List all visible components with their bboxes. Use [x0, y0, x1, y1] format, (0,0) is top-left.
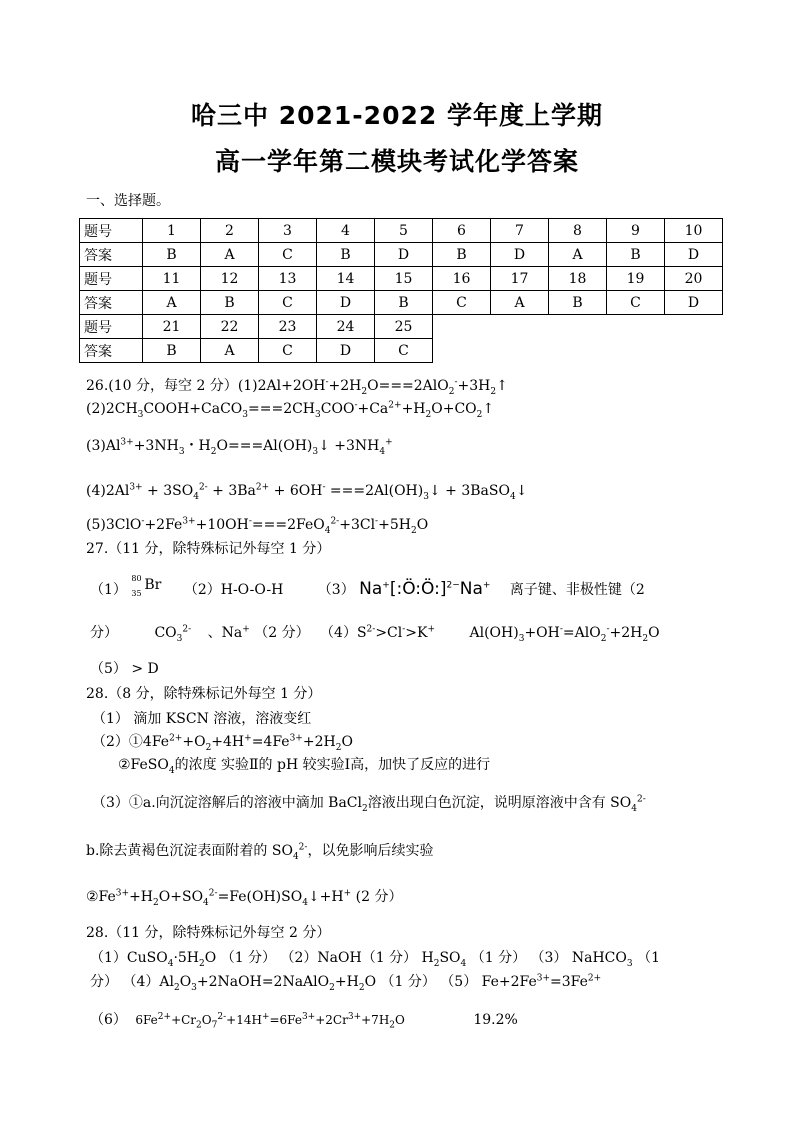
table-cell: B [201, 291, 259, 315]
q26-line3: $(3)Al^{3+}+3NH_3$・$H_2O===Al(OH)_3↓ +3NH_4^+$ [86, 437, 393, 457]
q26-line5: $(5)3ClO^-+2Fe^{3+}+10OH^-===2FeO_4^{2-}+3Cl^-+5H_2O$ [86, 516, 429, 536]
q27-line2: 分） $CO_3^{2-}$ 、Na+ （2 分） $(4)S^{2-}>Cl^->K^+$ $Al(OH)_3+OH^-=AlO_2^-+2H_2O$ [90, 624, 660, 644]
table-cell: 25 [375, 315, 433, 339]
table-cell: A [143, 291, 201, 315]
table-row [80, 243, 723, 267]
q28a-line1: （1） 滴加 KSCN 溶液，溶液变红 [92, 711, 312, 727]
q28b-line2: 分） $(4)Al_2O_3+2NaOH=2NaAlO_2+H_2O$ （1 分） （5） $Fe+2Fe^{3+}=3Fe^{2+}$ [90, 973, 602, 993]
table-cell: B [607, 243, 665, 267]
table-empty-cell [607, 339, 665, 363]
table-cell: 6 [433, 219, 491, 243]
q28b-line3: （6） $6Fe^{2+}+Cr_2O_7^{2-}+14H^+=6Fe^{3+}+2Cr^{3+}+7H_2O$ 19.2% [90, 1012, 518, 1031]
table-cell: B [143, 339, 201, 363]
table-empty-cell [433, 339, 491, 363]
table-cell: C [375, 339, 433, 363]
table-row-header: 答案 [80, 291, 143, 315]
table-cell: D [665, 291, 723, 315]
table-cell: B [317, 243, 375, 267]
table-cell: 21 [143, 315, 201, 339]
table-cell: 7 [491, 219, 549, 243]
table-cell: B [143, 243, 201, 267]
q26-line2: $(2)2CH_3COOH+CaCO_3===2CH_3COO^-+Ca^{2+}+H_2O+CO_2↑$ [86, 400, 495, 420]
table-cell: C [259, 243, 317, 267]
table-cell: 24 [317, 315, 375, 339]
table-cell: D [665, 243, 723, 267]
q28a-line2: $(2)①4Fe^{2+}+O_2+4H^+=4Fe^{3+}+2H_2O$ [92, 733, 353, 753]
table-cell: B [375, 291, 433, 315]
table-cell: 18 [549, 267, 607, 291]
table-row-header: 题号 [80, 315, 143, 339]
q26-line1: 26.(10 分，每空 2 分）$(1)2Al+2OH^-+2H_2O===2AlO_2^-+3H_2↑$ [86, 377, 508, 397]
table-row-header: 答案 [80, 243, 143, 267]
q28a-heading: 28.（8 分，除特殊标记外每空 1 分） [86, 686, 322, 702]
table-cell: 14 [317, 267, 375, 291]
table-cell: A [549, 243, 607, 267]
q28a-line4: （3）①a.向沉淀溶解后的溶液中滴加 BaCl$_2$溶液出现白色沉淀，说明原溶液中含有 $SO_4^{2-}$ [92, 794, 646, 814]
section-heading: 一、选择题。 [86, 193, 170, 209]
table-cell: C [259, 291, 317, 315]
dichromate-equation: $6Fe^{2+}+Cr_2O_7^{2-}+14H^+=6Fe^{3+}+2Cr^{3+}+7H_2O$ [135, 1012, 405, 1031]
table-row [80, 339, 723, 363]
table-row [80, 315, 723, 339]
table-cell: D [317, 339, 375, 363]
table-cell: A [201, 243, 259, 267]
table-cell: 13 [259, 267, 317, 291]
table-row [80, 219, 723, 243]
table-cell: D [375, 243, 433, 267]
q28b-heading: 28.（11 分，除特殊标记外每空 2 分） [86, 925, 331, 941]
table-cell: A [201, 339, 259, 363]
table-row-header: 答案 [80, 339, 143, 363]
table-cell: 4 [317, 219, 375, 243]
table-row-header: 题号 [80, 267, 143, 291]
table-empty-cell [607, 315, 665, 339]
table-cell: 5 [375, 219, 433, 243]
q28a-line6: $②Fe^{3+}+H_2O+SO_4^{2-}=Fe(OH)SO_4↓+H^+$ (2 分） [86, 888, 403, 908]
table-empty-cell [491, 315, 549, 339]
table-cell: 20 [665, 267, 723, 291]
table-cell: 16 [433, 267, 491, 291]
table-cell: 23 [259, 315, 317, 339]
q28a-line3: ②FeSO$_4$的浓度 实验Ⅱ的 pH 较实验Ⅰ高，加快了反应的进行 [118, 757, 491, 776]
table-cell: B [433, 243, 491, 267]
table-empty-cell [549, 315, 607, 339]
document-title: 哈三中 2021-2022 学年度上学期 [191, 101, 603, 130]
table-empty-cell [665, 315, 723, 339]
table-cell: D [491, 243, 549, 267]
q28a-line5: b.除去黄褐色沉淀表面附着的 $SO_4^{2-}$，以免影响后续实验 [86, 842, 434, 862]
table-cell: 10 [665, 219, 723, 243]
table-empty-cell [491, 339, 549, 363]
table-cell: 19 [607, 267, 665, 291]
table-cell: 11 [143, 267, 201, 291]
table-cell: 8 [549, 219, 607, 243]
table-row [80, 267, 723, 291]
table-cell: A [491, 291, 549, 315]
table-cell: C [433, 291, 491, 315]
table-cell: 22 [201, 315, 259, 339]
bromine-isotope: 80 35 Br [131, 574, 162, 598]
table-row-header: 题号 [80, 219, 143, 243]
table-cell: 17 [491, 267, 549, 291]
table-empty-cell [549, 339, 607, 363]
q27-line1: （1） 80 35 Br （2）H-O-O-H （3） Na+[:Ö:Ö:]$^{2-}$Na+ 离子键、非极性键（2 [90, 574, 645, 599]
table-cell: C [607, 291, 665, 315]
table-cell: 2 [201, 219, 259, 243]
na2o2-lewis-structure: Na+[:Ö:Ö:]$^{2-}$Na+ [359, 579, 491, 599]
table-cell: 12 [201, 267, 259, 291]
table-cell: C [259, 339, 317, 363]
table-cell: D [317, 291, 375, 315]
answer-table [79, 218, 723, 363]
table-cell: B [549, 291, 607, 315]
q27-line3: （5） > D [90, 661, 159, 677]
table-cell: 15 [375, 267, 433, 291]
table-empty-cell [665, 339, 723, 363]
q27-heading: 27.（11 分，除特殊标记外每空 1 分） [86, 541, 331, 557]
q26-line4: $(4)2Al^{3+} + 3SO_4^{2-} + 3Ba^{2+} + 6OH^-$ $===2Al(OH)_3↓$ + 3BaSO$_4$↓ [86, 482, 528, 502]
table-cell: 9 [607, 219, 665, 243]
document-subtitle: 高一学年第二模块考试化学答案 [214, 147, 579, 176]
q28b-line1: $(1)CuSO_4\cdot 5H_2O$ （1 分） （2）NaOH（1 分） $H_2SO_4$ （1 分） （3） NaHCO$_3$ （1 [90, 950, 660, 969]
table-cell: 3 [259, 219, 317, 243]
table-empty-cell [433, 315, 491, 339]
table-cell: 1 [143, 219, 201, 243]
table-row [80, 291, 723, 315]
